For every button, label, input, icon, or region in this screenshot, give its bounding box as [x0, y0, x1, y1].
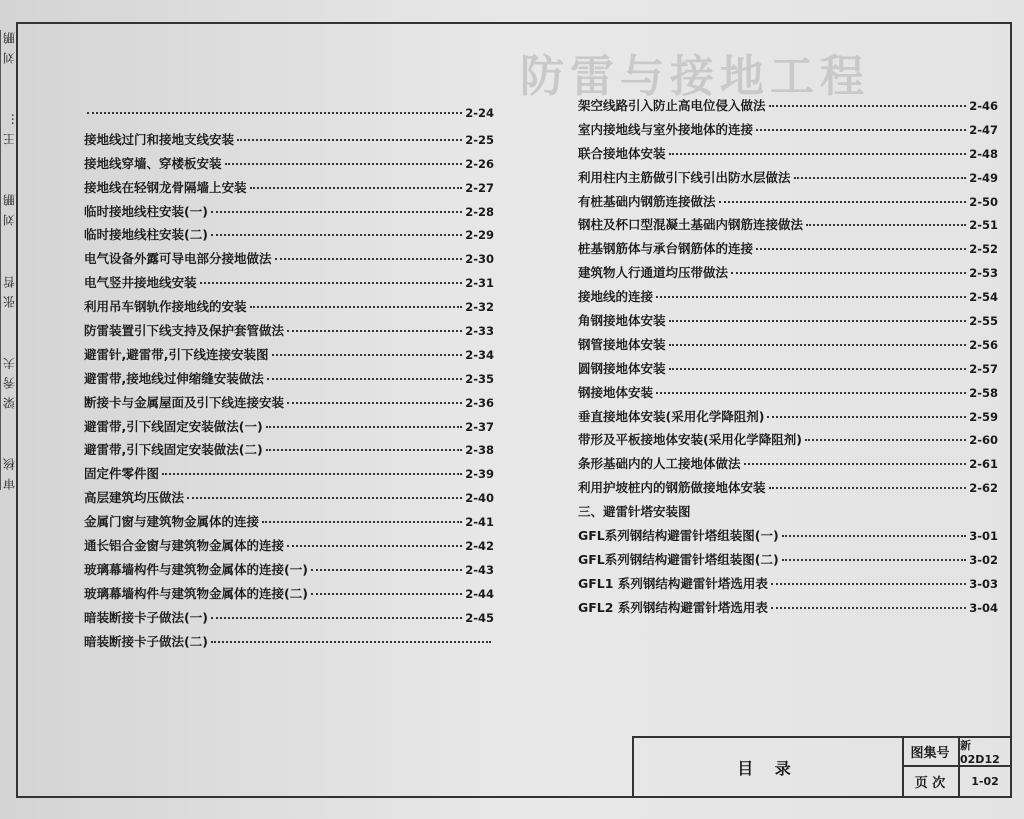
sidebar-text: 刘 鹏 [2, 30, 17, 64]
toc-entry-title: 玻璃幕墙构件与建筑物金属体的连接(二) [84, 585, 308, 601]
toc-entry-page: 2-37 [465, 419, 494, 434]
toc-entry [578, 311, 998, 335]
toc-entry-title: 桩基钢筋体与承台钢筋体的连接 [578, 241, 754, 257]
toc-entry-title: 暗装断接卡子做法(二) [84, 633, 208, 649]
toc-entry-title: 室内接地线与室外接地体的连接 [578, 121, 754, 137]
toc-entry [84, 106, 494, 130]
toc-entry-title: 钢管接地体安装 [578, 336, 666, 352]
toc-entry-page: 2-54 [969, 290, 998, 305]
toc-entry-title: 临时接地线柱安装(二) [84, 227, 208, 243]
toc-entry-page: 3-01 [969, 529, 998, 544]
toc-entry-title: 接地线的连接 [578, 289, 654, 305]
toc-entry [578, 454, 998, 478]
bleed-through-text: 防雷与接地工程 [520, 51, 870, 102]
toc-entry-title: 接地线过门和接地支线安装 [84, 131, 235, 147]
toc-entry [84, 345, 494, 369]
toc-entry-page: 2-40 [465, 491, 494, 506]
toc-entry-title: 利用吊车钢轨作接地线的安装 [84, 299, 247, 315]
toc-entry-page: 2-38 [465, 443, 494, 458]
toc-entry-page: 2-59 [969, 409, 998, 424]
toc-entry [84, 512, 494, 536]
toc-entry-page: 2-57 [969, 361, 998, 376]
toc-entry-title: 电气设备外露可导电部分接地做法 [84, 251, 272, 267]
toc-entry [578, 96, 998, 120]
toc-entry [578, 215, 998, 239]
signature-strip [0, 30, 17, 490]
dot-leader [200, 282, 463, 284]
dot-leader [744, 463, 967, 465]
sidebar-text: 梁 秀 夫 [2, 355, 17, 409]
dot-leader [211, 617, 462, 619]
toc-entry-page: 2-35 [465, 371, 494, 386]
toc-entry-page: 2-29 [465, 228, 494, 243]
toc-entry-page: 3-02 [969, 552, 998, 567]
dot-leader [756, 129, 966, 131]
dot-leader [794, 177, 967, 179]
toc-entry-page: 2-60 [969, 433, 998, 448]
dot-leader [771, 607, 966, 609]
toc-entry [84, 202, 494, 226]
toc-entry-page: 2-36 [465, 395, 494, 410]
page-number: 1-02 [971, 775, 999, 788]
dot-leader [272, 354, 463, 356]
toc-entry-page: 2-42 [465, 539, 494, 554]
toc-entry [84, 393, 494, 417]
toc-entry [84, 321, 494, 345]
toc-entry-page: 3-03 [969, 576, 998, 591]
dot-leader [806, 224, 966, 226]
dot-leader [656, 392, 966, 394]
toc-entry-page: 2-46 [969, 99, 998, 113]
dot-leader [756, 248, 966, 250]
toc-entry-title: 高层建筑均压做法 [84, 490, 185, 506]
toc-entry-title: 架空线路引入防止高电位侵入做法 [578, 98, 766, 113]
dot-leader [287, 402, 462, 404]
toc-entry-title: 垂直接地体安装(采用化学降阻剂) [578, 408, 765, 424]
dot-leader [769, 105, 967, 107]
dot-leader [250, 306, 463, 308]
dot-leader [237, 139, 462, 141]
toc-entry [578, 263, 998, 287]
toc-entry-title: 三、避雷针塔安装图 [578, 504, 691, 520]
toc-entry-page: 2-49 [969, 170, 998, 185]
toc-entry-title: 钢柱及杯口型混凝土基础内钢筋连接做法 [578, 217, 804, 233]
toc-entry [84, 225, 494, 249]
toc-entry-title: 断接卡与金属屋面及引下线连接安装 [84, 394, 285, 410]
toc-entry-title: 避雷带,接地线过伸缩缝安装做法 [84, 370, 264, 386]
toc-left-column [84, 106, 494, 655]
toc-entry [578, 550, 998, 574]
toc-entry-page: 2-43 [465, 562, 494, 577]
toc-entry-page: 2-52 [969, 242, 998, 257]
dot-leader [162, 473, 462, 475]
toc-entry-title: 避雷带,引下线固定安装做法(二) [84, 442, 263, 458]
dot-leader [225, 163, 463, 165]
toc-entry-page: 2-25 [465, 132, 494, 147]
sidebar-text: 刘 鹏 [2, 192, 17, 227]
dot-leader [669, 153, 967, 155]
toc-entry-page: 2-50 [969, 194, 998, 209]
toc-entry [84, 584, 494, 608]
page-label: 页 次 [902, 767, 960, 796]
dot-leader [311, 569, 462, 571]
toc-entry-title: 利用柱内主筋做引下线引出防水层做法 [578, 169, 791, 185]
sidebar-text: 王 … [2, 111, 17, 146]
toc-entry-title: 联合接地体安装 [578, 145, 666, 161]
toc-entry [84, 608, 494, 632]
toc-entry-title: 建筑物人行通道均压带做法 [578, 265, 729, 281]
dot-leader [769, 487, 967, 489]
toc-entry-title: 临时接地线柱安装(一) [84, 203, 208, 219]
toc-entry [84, 154, 494, 178]
toc-entry-page: 2-56 [969, 337, 998, 352]
toc-entry [578, 574, 998, 598]
toc-entry-page: 2-30 [465, 252, 494, 267]
toc-entry [84, 536, 494, 560]
atlas-number: 新02D12 [960, 738, 1010, 767]
dot-leader [266, 426, 463, 428]
dot-leader [782, 559, 967, 561]
toc-entry-page: 2-61 [969, 457, 998, 472]
dot-leader [211, 641, 491, 643]
toc-entry [578, 144, 998, 168]
toc-entry [578, 287, 998, 311]
toc-entry-title: GFL系列钢结构避雷针塔组装图(二) [578, 551, 779, 567]
toc-entry-page: 3-04 [969, 600, 998, 615]
toc-entry [84, 369, 494, 393]
toc-entry [84, 440, 494, 464]
dot-leader [782, 535, 967, 537]
toc-entry [84, 464, 494, 488]
toc-section-heading [578, 502, 998, 526]
title-block [632, 736, 1010, 796]
dot-leader [731, 272, 966, 274]
toc-entry-page: 2-34 [465, 347, 494, 362]
toc-entry [578, 478, 998, 502]
toc-entry-title: 玻璃幕墙构件与建筑物金属体的连接(一) [84, 561, 308, 577]
toc-entry [84, 178, 494, 202]
toc-entry-title: 避雷带,引下线固定安装做法(一) [84, 418, 263, 434]
toc-entry [578, 168, 998, 192]
toc-entry-page: 2-28 [465, 204, 494, 219]
toc-entry [84, 130, 494, 154]
atlas-label: 图集号 [902, 738, 960, 767]
dot-leader [805, 439, 966, 441]
dot-leader [262, 521, 462, 523]
toc-entry-title: 固定件零件图 [84, 466, 160, 482]
toc-entry-title: 金属门窗与建筑物金属体的连接 [84, 514, 260, 530]
toc-entry-title: 条形基础内的人工接地体做法 [578, 456, 741, 472]
dot-leader [311, 593, 462, 595]
toc-entry-page: 2-31 [465, 276, 494, 291]
toc-entry-page: 2-45 [465, 610, 494, 625]
toc-entry-title: 利用护坡桩内的钢筋做接地体安装 [578, 480, 766, 496]
toc-entry-title: GFL2 系列钢结构避雷针塔选用表 [578, 599, 768, 615]
dot-leader [266, 449, 463, 451]
toc-entry-title: 通长铝合金窗与建筑物金属体的连接 [84, 538, 285, 554]
dot-leader [771, 583, 966, 585]
dot-leader [211, 234, 462, 236]
dot-leader [275, 258, 463, 260]
toc-entry-page: 2-48 [969, 146, 998, 161]
toc-entry-title: 圆钢接地体安装 [578, 360, 666, 376]
toc-entry-page: 2-39 [465, 467, 494, 482]
dot-leader [669, 320, 967, 322]
dot-leader [211, 211, 462, 213]
toc-entry [578, 383, 998, 407]
toc-entry-page: 2-47 [969, 122, 998, 137]
dot-leader [669, 368, 967, 370]
toc-entry-title: GFL1 系列钢结构避雷针塔选用表 [578, 575, 768, 591]
toc-entry-title: 带形及平板接地体安装(采用化学降阻剂) [578, 432, 802, 448]
dot-leader [287, 545, 462, 547]
toc-entry [578, 526, 998, 550]
toc-entry-title: 角钢接地体安装 [578, 313, 666, 329]
toc-entry-title: 暗装断接卡子做法(一) [84, 609, 208, 625]
dot-leader [187, 497, 462, 499]
toc-right-column [578, 96, 998, 622]
dot-leader [267, 378, 462, 380]
toc-entry-page: 2-44 [465, 586, 494, 601]
toc-entry-page: 2-55 [969, 314, 998, 329]
dot-leader [87, 112, 462, 114]
toc-entry-page: 2-53 [969, 266, 998, 281]
toc-entry-title: 有桩基础内钢筋连接做法 [578, 193, 716, 209]
toc-entry [578, 407, 998, 431]
toc-entry-page: 2-26 [465, 156, 494, 171]
toc-entry [84, 560, 494, 584]
toc-entry-title: 钢接地体安装 [578, 384, 654, 400]
toc-entry-page: 2-32 [465, 300, 494, 315]
toc-entry [84, 417, 494, 441]
dot-leader [250, 187, 463, 189]
title-block-title: 目 录 [634, 738, 904, 796]
dot-leader [669, 344, 967, 346]
sidebar-text: 张 哲 [2, 273, 17, 308]
toc-entry [578, 120, 998, 144]
toc-entry [578, 430, 998, 454]
toc-entry-page: 2-51 [969, 218, 998, 233]
toc-entry-title: 电气竖井接地线安装 [84, 275, 197, 291]
toc-entry [578, 359, 998, 383]
toc-entry-page: 2-27 [465, 180, 494, 195]
toc-entry [84, 297, 494, 321]
toc-entry-page: 2-62 [969, 481, 998, 496]
toc-entry [84, 249, 494, 273]
toc-entry-page: 2-24 [465, 106, 494, 120]
toc-entry-title: 接地线穿墙、穿楼板安装 [84, 155, 222, 171]
toc-entry [84, 632, 494, 656]
dot-leader [656, 296, 966, 298]
toc-entry-page: 2-41 [465, 515, 494, 530]
toc-entry [578, 335, 998, 359]
dot-leader [767, 416, 966, 418]
toc-entry [578, 192, 998, 216]
toc-entry [578, 239, 998, 263]
toc-entry-title: GFL系列钢结构避雷针塔组装图(一) [578, 528, 779, 544]
dot-leader [287, 330, 462, 332]
toc-entry-page: 2-33 [465, 324, 494, 339]
toc-entry [578, 598, 998, 622]
toc-entry [84, 273, 494, 297]
sidebar-text: 审 核 [2, 456, 17, 490]
toc-entry-title: 防雷装置引下线支持及保护套管做法 [84, 323, 285, 339]
toc-entry [84, 488, 494, 512]
dot-leader [719, 201, 967, 203]
toc-entry-page: 2-58 [969, 385, 998, 400]
toc-entry-title: 避雷针,避雷带,引下线连接安装图 [84, 346, 269, 362]
toc-entry-title: 接地线在轻钢龙骨隔墙上安装 [84, 179, 247, 195]
